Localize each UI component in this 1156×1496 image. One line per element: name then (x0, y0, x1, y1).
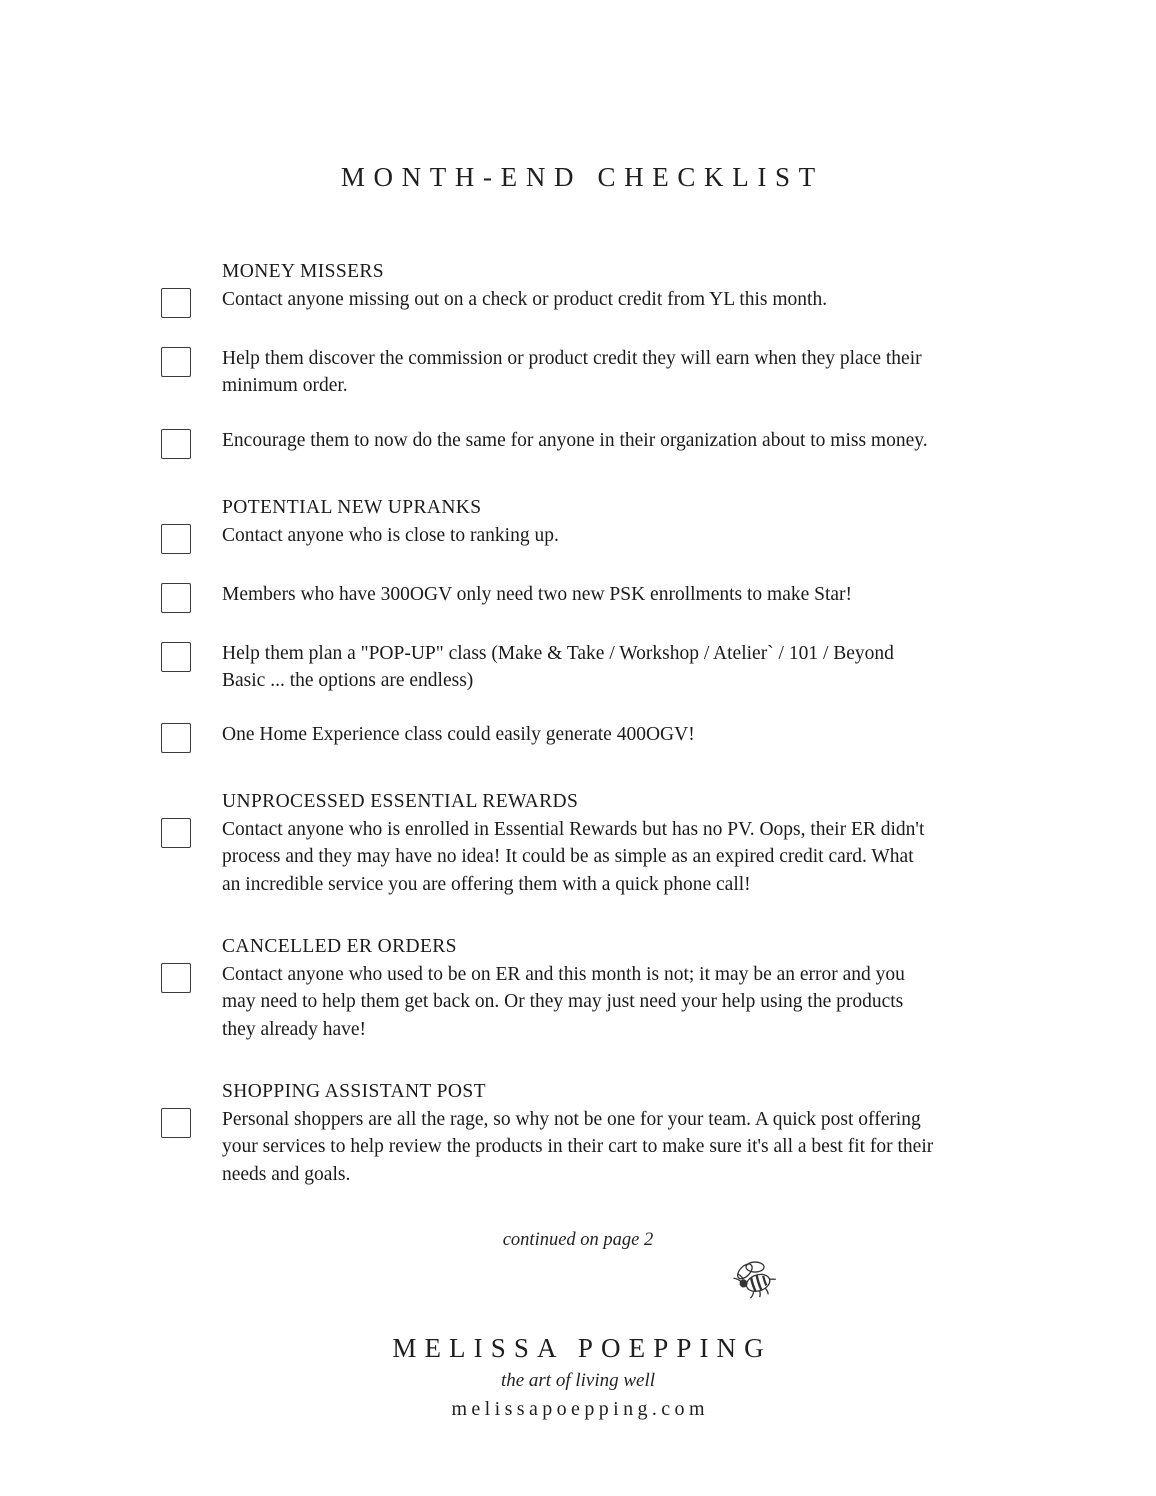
checklist-item (161, 286, 1156, 318)
checklist-item-text: Contact anyone who is enrolled in Essential Rewards but has no PV. Oops, their ER didn't process and they may have no idea! It could be as simple as an expired credit card. What an incredible service you are offering them with a quick phone call! (222, 819, 925, 895)
checklist-item-text: Contact anyone missing out on a check or product credit from YL this month. (222, 289, 828, 310)
brand-name: MELISSA POEPPING (392, 1332, 772, 1363)
checkbox-icon (161, 347, 191, 377)
checklist-item-text: Members who have 300OGV only need two new PSK enrollments to make Star! (222, 583, 853, 605)
checklist-item (161, 721, 1156, 753)
checklist-section (161, 497, 1156, 754)
checkbox-icon (161, 1108, 191, 1138)
checklist-item (161, 1106, 1156, 1188)
checklist-item-text: Help them discover the commission or product credit they will earn when they place their minimum order. (222, 348, 922, 397)
checkbox-icon (161, 429, 191, 459)
checkbox-icon (161, 818, 191, 848)
checklist-item (161, 816, 1156, 898)
checklist-sections (0, 261, 1156, 1188)
checklist-item (161, 961, 1156, 1043)
page-title: MONTH-END CHECKLIST (340, 162, 824, 192)
continued-note: continued on page 2 (502, 1229, 654, 1250)
checklist-item-text: One Home Experience class could easily generate 400OGV! (222, 724, 695, 746)
checklist-item (161, 640, 1156, 695)
checklist-item (161, 581, 1156, 613)
section-heading: CANCELLED ER ORDERS (222, 936, 457, 958)
bee-illustration (728, 1256, 780, 1304)
checklist-item-text: Encourage them to now do the same for anyone in their organization about to miss money. (222, 429, 928, 451)
checklist-section (161, 791, 1156, 898)
checkbox-icon (161, 723, 191, 753)
checklist-item-text: Help them plan a "POP-UP" class (Make & Take / Workshop / Atelier` / 101 / Beyond Basic ... the options are endless) (222, 642, 894, 691)
checklist-item (161, 345, 1156, 400)
checkbox-icon (161, 288, 191, 318)
checklist-item (161, 522, 1156, 554)
checklist-item-text: Contact anyone who used to be on ER and this month is not; it may be an error and you may need to help them get back on. Or they may just need your help using the products they already have! (222, 964, 905, 1040)
footer (0, 1230, 1156, 1421)
checkbox-icon (161, 963, 191, 993)
checklist-item-text: Contact anyone who is close to ranking up. (222, 524, 559, 546)
checkbox-icon (161, 583, 191, 613)
checklist-section (161, 261, 1156, 459)
checklist-item-text: Personal shoppers are all the rage, so why not be one for your team. A quick post offering your services to help review the products in their cart to make sure it's all a best fit for their needs and goals. (222, 1108, 934, 1185)
checklist-item (161, 427, 1156, 459)
section-heading: POTENTIAL NEW UPRANKS (222, 496, 482, 518)
brand-tagline: the art of living well (500, 1369, 656, 1391)
website-url: melissapoepping.com (451, 1397, 709, 1420)
checkbox-icon (161, 524, 191, 554)
section-heading: MONEY MISSERS (222, 261, 385, 282)
section-heading: UNPROCESSED ESSENTIAL REWARDS (222, 791, 579, 813)
checklist-section (161, 1081, 1156, 1188)
section-heading: SHOPPING ASSISTANT POST (222, 1080, 486, 1102)
checklist-section (161, 936, 1156, 1043)
checkbox-icon (161, 642, 191, 672)
